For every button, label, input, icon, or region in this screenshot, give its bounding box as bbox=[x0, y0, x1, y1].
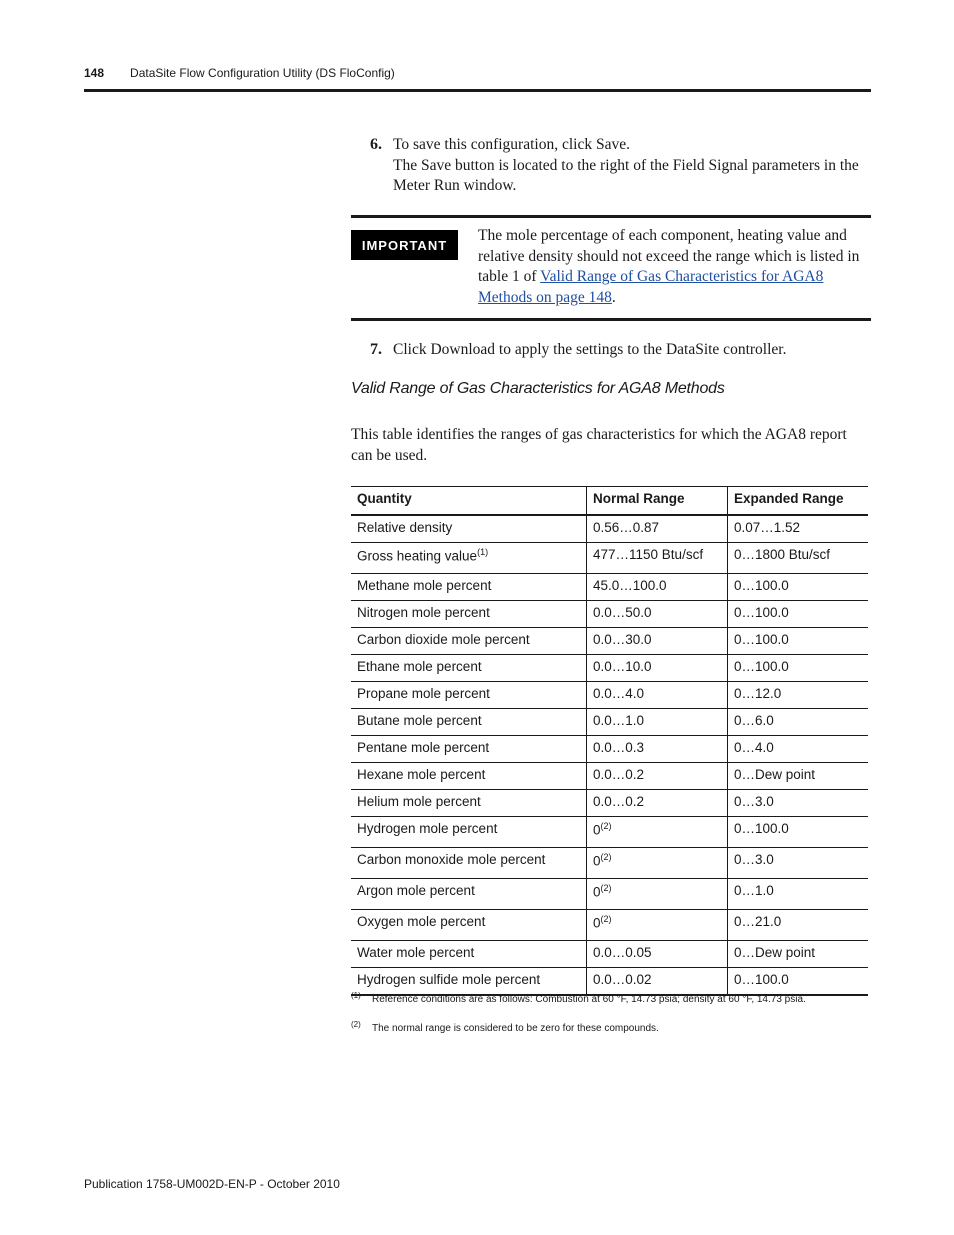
intro-paragraph: This table identifies the ranges of gas characteristics for which the AGA8 report can be used. bbox=[351, 426, 847, 464]
cell-normal-range bbox=[587, 817, 728, 848]
step-7-text: Click Download to apply the settings to the DataSite controller. bbox=[393, 341, 787, 358]
table-row bbox=[351, 848, 868, 879]
footnote-marker: (1) bbox=[351, 991, 361, 1000]
step-number: 6. bbox=[370, 136, 382, 153]
cell-expanded-range: 0…100.0 bbox=[728, 817, 869, 848]
cell-normal-range: 0.0…10.0 bbox=[587, 655, 728, 682]
table-row bbox=[351, 709, 868, 736]
footnote-ref: (2) bbox=[600, 852, 612, 862]
cell-expanded-range: 0…Dew point bbox=[728, 941, 869, 968]
cell-quantity: Hexane mole percent bbox=[351, 763, 587, 790]
cell-expanded-range: 0…1800 Btu/scf bbox=[728, 543, 869, 574]
table-row bbox=[351, 968, 868, 996]
header-rule bbox=[84, 89, 871, 92]
footnote-text: The normal range is considered to be zero for these compounds. bbox=[372, 1023, 659, 1034]
table-row bbox=[351, 601, 868, 628]
cell-normal-range: 0.0…1.0 bbox=[587, 709, 728, 736]
cell-quantity: Relative density bbox=[351, 515, 587, 543]
cell-normal-range: 0.0…0.02 bbox=[587, 968, 728, 996]
cell-quantity: Argon mole percent bbox=[351, 879, 587, 910]
footnote-ref: (2) bbox=[600, 821, 612, 831]
important-text-after: . bbox=[611, 288, 616, 306]
table-row bbox=[351, 515, 868, 543]
footnote-ref: (2) bbox=[600, 883, 612, 893]
cell-quantity: Carbon monoxide mole percent bbox=[351, 848, 587, 879]
table-row bbox=[351, 574, 868, 601]
footnote-1 bbox=[351, 991, 806, 1005]
table-reference-link[interactable]: Valid Range of Gas Characteristics for AGA8 Methods on page 148 bbox=[478, 268, 824, 306]
table-row bbox=[351, 790, 868, 817]
cell-quantity: Water mole percent bbox=[351, 941, 587, 968]
step-6-line2: The Save button is located to the right of the Field Signal parameters in the Meter Run window. bbox=[393, 156, 859, 194]
cell-expanded-range: 0…6.0 bbox=[728, 709, 869, 736]
cell-expanded-range: 0…100.0 bbox=[728, 574, 869, 601]
cell-quantity: Methane mole percent bbox=[351, 574, 587, 601]
cell-expanded-range: 0…12.0 bbox=[728, 682, 869, 709]
cell-quantity: Carbon dioxide mole percent bbox=[351, 628, 587, 655]
cell-normal-range-text: 0 bbox=[593, 822, 601, 838]
step-number: 7. bbox=[370, 341, 382, 358]
footnote-ref: (2) bbox=[600, 914, 612, 924]
important-badge: IMPORTANT bbox=[351, 230, 458, 260]
footnote-text: Reference conditions are as follows: Combustion at 60 °F, 14.73 psia; density at 60 °F, 14.73 psia. bbox=[372, 994, 806, 1005]
cell-expanded-range: 0…Dew point bbox=[728, 763, 869, 790]
cell-quantity: Nitrogen mole percent bbox=[351, 601, 587, 628]
cell-normal-range-text: 0 bbox=[593, 884, 601, 900]
footnote-marker: (2) bbox=[351, 1020, 361, 1029]
table-row bbox=[351, 736, 868, 763]
table-row bbox=[351, 817, 868, 848]
footnote-2 bbox=[351, 1020, 659, 1034]
cell-quantity: Pentane mole percent bbox=[351, 736, 587, 763]
cell-quantity-text: Gross heating value bbox=[357, 548, 478, 564]
cell-expanded-range: 0…3.0 bbox=[728, 848, 869, 879]
cell-normal-range-text: 0 bbox=[593, 915, 601, 931]
cell-normal-range: 0.0…4.0 bbox=[587, 682, 728, 709]
cell-expanded-range: 0…3.0 bbox=[728, 790, 869, 817]
cell-normal-range: 0.0…0.05 bbox=[587, 941, 728, 968]
important-text bbox=[478, 226, 868, 308]
cell-quantity: Oxygen mole percent bbox=[351, 910, 587, 941]
cell-expanded-range: 0…100.0 bbox=[728, 655, 869, 682]
column-header-normal-range: Normal Range bbox=[587, 487, 728, 516]
step-6-line1: To save this configuration, click Save. bbox=[393, 136, 630, 153]
cell-quantity bbox=[351, 543, 587, 574]
table-row bbox=[351, 941, 868, 968]
column-header-quantity: Quantity bbox=[351, 487, 587, 516]
page-number: 148 bbox=[84, 66, 105, 80]
cell-normal-range: 45.0…100.0 bbox=[587, 574, 728, 601]
cell-normal-range: 0.0…50.0 bbox=[587, 601, 728, 628]
cell-expanded-range: 0…1.0 bbox=[728, 879, 869, 910]
table-row bbox=[351, 682, 868, 709]
table-row bbox=[351, 655, 868, 682]
important-top-rule bbox=[351, 215, 871, 218]
header-title: DataSite Flow Configuration Utility (DS FloConfig) bbox=[130, 66, 395, 80]
column-header-expanded-range: Expanded Range bbox=[728, 487, 869, 516]
cell-normal-range bbox=[587, 879, 728, 910]
cell-quantity: Butane mole percent bbox=[351, 709, 587, 736]
cell-expanded-range: 0…100.0 bbox=[728, 628, 869, 655]
cell-quantity: Hydrogen mole percent bbox=[351, 817, 587, 848]
cell-normal-range: 0.0…0.3 bbox=[587, 736, 728, 763]
step-7 bbox=[370, 340, 870, 361]
cell-normal-range: 0.0…30.0 bbox=[587, 628, 728, 655]
cell-normal-range bbox=[587, 848, 728, 879]
section-title: Valid Range of Gas Characteristics for AGA8 Methods bbox=[351, 380, 725, 397]
running-header bbox=[84, 66, 395, 80]
cell-expanded-range: 0.07…1.52 bbox=[728, 515, 869, 543]
important-text-before: The mole percentage of each component, heating value and relative density should not exceed the range which is listed in table 1 of bbox=[478, 227, 860, 285]
cell-normal-range: 0.0…0.2 bbox=[587, 763, 728, 790]
table-row bbox=[351, 879, 868, 910]
cell-expanded-range: 0…100.0 bbox=[728, 601, 869, 628]
cell-quantity: Hydrogen sulfide mole percent bbox=[351, 968, 587, 996]
cell-quantity: Propane mole percent bbox=[351, 682, 587, 709]
gas-characteristics-table bbox=[351, 486, 868, 996]
footnote-ref: (1) bbox=[477, 547, 489, 557]
cell-normal-range-text: 0 bbox=[593, 853, 601, 869]
table-header-row bbox=[351, 487, 868, 516]
cell-expanded-range: 0…4.0 bbox=[728, 736, 869, 763]
cell-normal-range: 0.56…0.87 bbox=[587, 515, 728, 543]
table-row bbox=[351, 628, 868, 655]
cell-expanded-range: 0…100.0 bbox=[728, 968, 869, 996]
table-row bbox=[351, 763, 868, 790]
cell-normal-range bbox=[587, 910, 728, 941]
cell-quantity: Helium mole percent bbox=[351, 790, 587, 817]
step-6 bbox=[370, 135, 870, 197]
cell-normal-range: 477…1150 Btu/scf bbox=[587, 543, 728, 574]
table-row bbox=[351, 543, 868, 574]
table-row bbox=[351, 910, 868, 941]
cell-expanded-range: 0…21.0 bbox=[728, 910, 869, 941]
cell-normal-range: 0.0…0.2 bbox=[587, 790, 728, 817]
cell-quantity: Ethane mole percent bbox=[351, 655, 587, 682]
publication-footer: Publication 1758-UM002D-EN-P - October 2010 bbox=[84, 1177, 340, 1191]
important-bottom-rule bbox=[351, 318, 871, 321]
